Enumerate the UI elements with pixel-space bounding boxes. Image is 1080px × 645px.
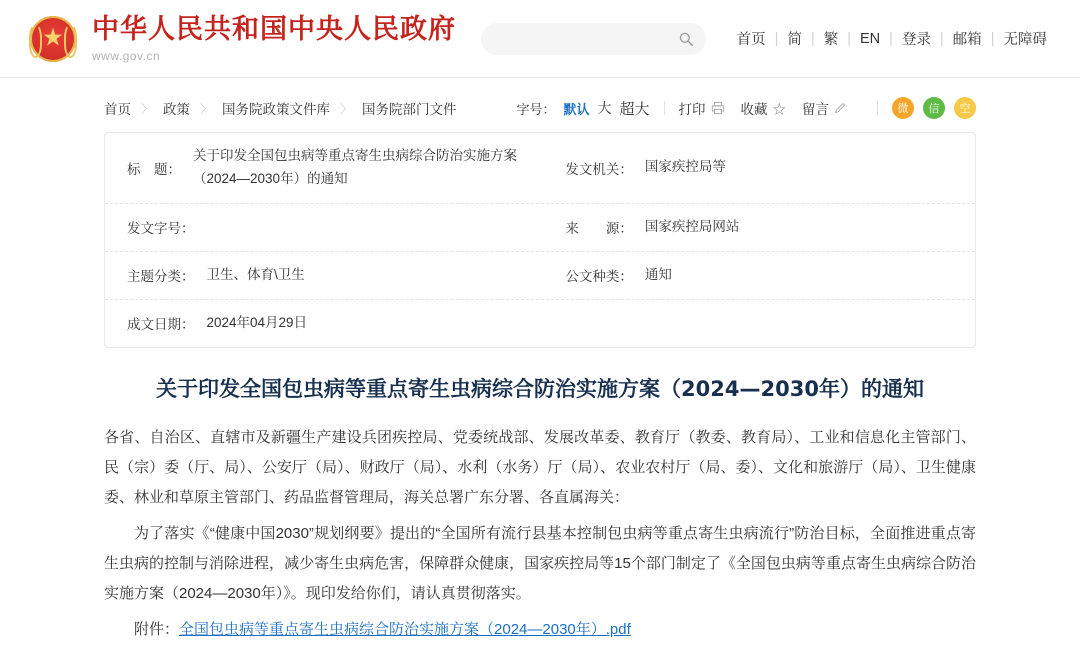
favorite-button[interactable] xyxy=(741,98,787,118)
meta-key-title: 标 题： xyxy=(127,161,181,177)
nav-item-mail[interactable]: 邮箱 xyxy=(952,32,982,48)
meta-value-subject-category: 卫生、体育\卫生 xyxy=(206,266,305,282)
nav-separator: | xyxy=(847,30,851,47)
nav-item-traditional[interactable]: 繁 xyxy=(823,32,839,48)
font-size-label: 字号： xyxy=(516,101,556,117)
weibo-share-icon[interactable] xyxy=(892,97,914,119)
meta-key-source: 来 源： xyxy=(565,221,633,237)
meta-value-issue-date: 2024年04月29日 xyxy=(206,314,308,330)
comment-button[interactable] xyxy=(802,98,847,118)
header-right xyxy=(481,23,1056,55)
print-button[interactable] xyxy=(679,98,725,118)
meta-value-document-type: 通知 xyxy=(644,266,672,282)
breadcrumb-item-policy-library[interactable]: 国务院政策文件库 xyxy=(222,102,331,117)
article xyxy=(104,374,976,645)
meta-key-issuing-agency: 发文机关： xyxy=(565,161,633,177)
share-group xyxy=(892,97,976,119)
toolbar-divider xyxy=(877,101,878,115)
document-meta-table xyxy=(104,132,976,348)
nav-separator: | xyxy=(774,30,779,47)
meta-row xyxy=(105,133,975,204)
nav-separator: | xyxy=(889,30,893,47)
nav-separator: | xyxy=(990,30,995,47)
meta-value-source: 国家疾控局网站 xyxy=(644,218,740,234)
wechat-share-icon[interactable] xyxy=(923,97,945,119)
article-paragraph-recipients: 各省、自治区、直辖市及新疆生产建设兵团疾控局、党委统战部、发展改革委、教育厅（教委、教育局）、工业和信息化主管部门、民（宗）委（厅、局）、公安厅（局）、财政厅（局）、水利（水务）厅（局）、农业农村厅（局、委）、文化和旅游厅（局）、卫生健康委、林业和草原主管部门、药品监督管理局，海关总署广东分署、各直属海关： xyxy=(104,429,976,507)
site-title: 中华人民共和国中央人民政府 xyxy=(92,13,456,45)
font-size-large[interactable]: 大 xyxy=(597,100,612,116)
print-label: 打印 xyxy=(678,102,706,117)
site-brand[interactable] xyxy=(92,14,456,63)
meta-cell-subject-category xyxy=(105,252,557,299)
meta-value-issuing-agency: 国家疾控局等 xyxy=(644,159,726,175)
font-size-extra-large[interactable]: 超大 xyxy=(619,100,650,118)
article-title: 关于印发全国包虫病等重点寄生虫病综合防治实施方案（2024—2030年）的通知 xyxy=(156,376,924,401)
header-nav xyxy=(728,28,1056,49)
meta-cell-document-number xyxy=(105,204,557,251)
national-emblem-icon: ★ xyxy=(28,14,78,64)
search-input[interactable] xyxy=(493,30,678,47)
nav-item-login[interactable]: 登录 xyxy=(901,32,931,48)
meta-cell-document-type xyxy=(557,252,975,299)
favorite-label: 收藏 xyxy=(740,102,768,117)
meta-key-issue-date: 成文日期： xyxy=(127,317,195,333)
font-size-control xyxy=(517,98,650,119)
breadcrumb-item-home[interactable]: 首页 xyxy=(104,102,131,117)
meta-cell-source xyxy=(557,204,975,251)
search-icon[interactable] xyxy=(678,31,694,47)
breadcrumb-item-department-documents[interactable]: 国务院部门文件 xyxy=(362,102,457,117)
pencil-icon xyxy=(834,102,847,115)
meta-row xyxy=(105,204,975,252)
toolbar-divider xyxy=(664,101,665,115)
meta-cell-empty xyxy=(557,300,975,347)
font-size-default[interactable]: 默认 xyxy=(563,101,590,117)
qzone-share-glyph: 空 xyxy=(959,103,971,115)
article-paragraph-body: 为了落实《“健康中国2030”规划纲要》提出的“全国所有流行县基本控制包虫病等重点寄生虫病流行”防治目标，全面推进重点寄生虫病的控制与消除进程，减少寄生虫病危害，保障群众健康，国家疾控局等15个部门制定了《全国包虫病等重点寄生虫病综合防治实施方案（2024—2030年）》。现印发给你们，请认真贯彻落实。 xyxy=(104,525,976,603)
meta-cell-issuing-agency xyxy=(557,133,975,203)
breadcrumb-separator: 〉 xyxy=(200,101,213,116)
meta-cell-title xyxy=(105,133,557,203)
site-domain: www.gov.cn xyxy=(92,49,161,64)
nav-separator: | xyxy=(939,30,944,47)
breadcrumb-toolbar-row xyxy=(104,78,976,130)
page-content xyxy=(0,78,1080,645)
wechat-share-glyph: 信 xyxy=(928,103,940,115)
site-header xyxy=(0,0,1080,78)
meta-row xyxy=(105,252,975,300)
breadcrumb-separator: 〉 xyxy=(340,101,353,116)
attachment-label: 附件： xyxy=(134,621,180,639)
attachment-line xyxy=(104,615,976,645)
nav-item-home[interactable]: 首页 xyxy=(736,32,766,48)
attachment-link[interactable]: 全国包虫病等重点寄生虫病综合防治实施方案（2024—2030年）.pdf xyxy=(179,621,631,639)
weibo-share-glyph: 微 xyxy=(897,103,909,115)
nav-item-accessibility[interactable]: 无障碍 xyxy=(1003,32,1047,48)
meta-value-title: 关于印发全国包虫病等重点寄生虫病综合防治实施方案（2024—2030年）的通知 xyxy=(193,148,517,186)
meta-key-document-type: 公文种类： xyxy=(565,269,633,285)
meta-cell-issue-date xyxy=(105,300,557,347)
meta-row xyxy=(105,300,975,347)
qzone-share-icon[interactable] xyxy=(954,97,976,119)
printer-icon xyxy=(711,101,725,115)
comment-label: 留言 xyxy=(802,102,830,117)
nav-item-simplified[interactable]: 简 xyxy=(787,32,802,48)
meta-key-document-number: 发文字号： xyxy=(127,221,195,237)
star-icon: ☆ xyxy=(772,102,787,117)
breadcrumb-separator: 〉 xyxy=(141,101,154,116)
nav-separator: | xyxy=(810,30,815,47)
meta-key-subject-category: 主题分类： xyxy=(127,269,195,285)
search-box[interactable] xyxy=(481,23,706,55)
breadcrumb-item-policy[interactable]: 政策 xyxy=(163,102,191,117)
nav-item-english[interactable]: EN xyxy=(860,30,881,47)
article-body xyxy=(104,423,976,645)
